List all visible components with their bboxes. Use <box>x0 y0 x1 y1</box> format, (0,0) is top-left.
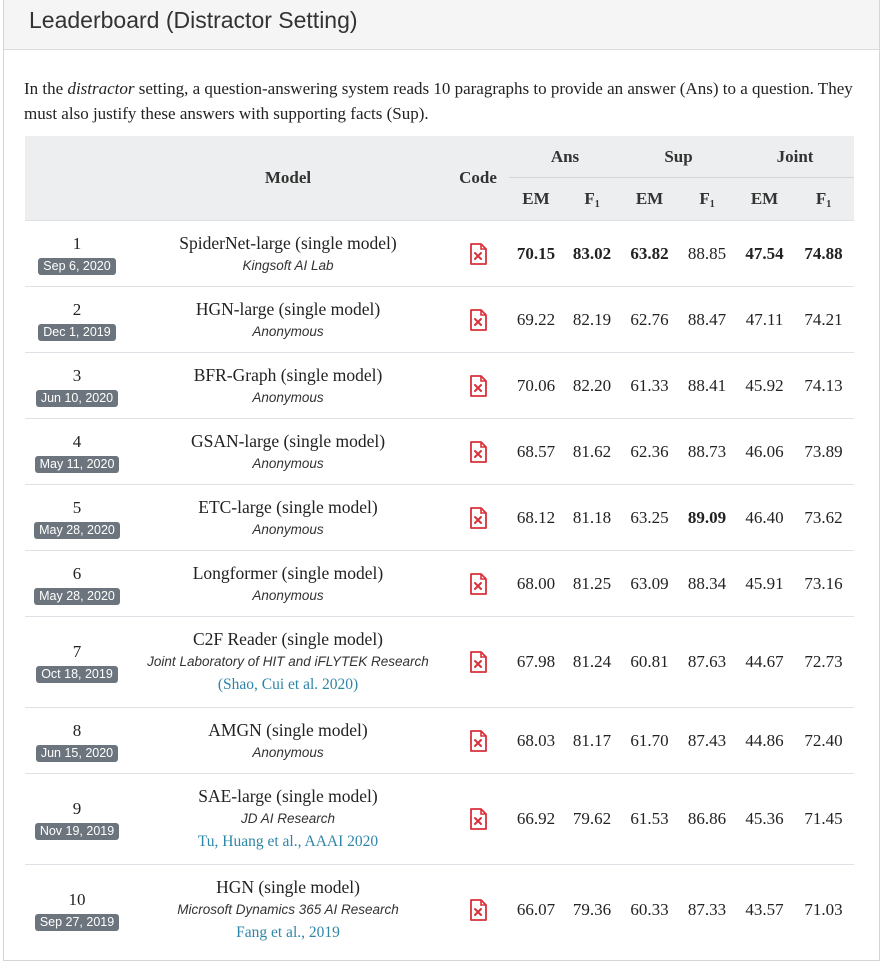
paper-link[interactable]: Tu, Huang et al., AAAI 2020 <box>197 833 379 850</box>
rank-number: 4 <box>72 431 82 451</box>
model-header: Model <box>129 136 447 221</box>
leaderboard-row <box>25 617 854 708</box>
date-badge: May 28, 2020 <box>34 588 120 605</box>
score-cell: 63.09 <box>621 551 678 617</box>
score-cell: 63.25 <box>621 485 678 551</box>
rank-number: 1 <box>72 233 82 253</box>
score-cell: 83.02 <box>563 221 621 287</box>
leaderboard-row <box>25 708 854 774</box>
model-name: HGN (single model) <box>216 877 360 898</box>
ans-em-header: EM <box>509 178 563 221</box>
model-cell <box>129 485 447 551</box>
score-cell: 72.73 <box>793 617 854 708</box>
pdf-file-icon <box>469 243 487 265</box>
score-cell: 82.20 <box>563 353 621 419</box>
date-badge: Oct 18, 2019 <box>36 666 118 683</box>
leaderboard-row <box>25 485 854 551</box>
date-badge: May 28, 2020 <box>34 522 120 539</box>
score-cell: 81.25 <box>563 551 621 617</box>
rank-cell <box>25 551 129 617</box>
model-name: SpiderNet-large (single model) <box>179 232 397 253</box>
score-cell: 44.67 <box>736 617 793 708</box>
score-cell: 81.18 <box>563 485 621 551</box>
f1-label: F <box>699 188 710 208</box>
model-organization: Anonymous <box>252 323 324 339</box>
rank-cell <box>25 617 129 708</box>
code-cell[interactable] <box>447 485 509 551</box>
score-cell: 45.92 <box>736 353 793 419</box>
intro-paragraph <box>24 76 854 126</box>
code-header: Code <box>447 136 509 221</box>
code-cell[interactable] <box>447 617 509 708</box>
table-head <box>25 136 854 221</box>
score-cell: 47.11 <box>736 287 793 353</box>
score-cell: 61.33 <box>621 353 678 419</box>
score-cell: 68.57 <box>509 419 563 485</box>
rank-number: 6 <box>72 563 82 583</box>
sup-f1-header <box>678 178 736 221</box>
code-cell[interactable] <box>447 774 509 865</box>
score-cell: 66.92 <box>509 774 563 865</box>
score-cell: 73.16 <box>793 551 854 617</box>
score-cell: 46.40 <box>736 485 793 551</box>
score-cell: 68.00 <box>509 551 563 617</box>
score-cell: 61.70 <box>621 708 678 774</box>
score-cell: 69.22 <box>509 287 563 353</box>
score-cell: 61.53 <box>621 774 678 865</box>
code-cell[interactable] <box>447 419 509 485</box>
date-badge: Sep 27, 2019 <box>35 914 119 931</box>
model-organization: Anonymous <box>252 389 324 405</box>
date-badge: May 11, 2020 <box>35 456 120 473</box>
rank-cell <box>25 353 129 419</box>
score-cell: 82.19 <box>563 287 621 353</box>
f1-label: F <box>815 188 827 208</box>
rank-number: 7 <box>72 642 82 661</box>
score-cell: 87.43 <box>678 708 736 774</box>
score-cell: 74.21 <box>793 287 854 353</box>
pdf-file-icon <box>469 651 487 673</box>
model-cell <box>129 353 447 419</box>
rank-cell <box>25 287 129 353</box>
rank-number: 3 <box>72 365 82 385</box>
rank-number: 9 <box>72 799 82 818</box>
rank-number: 10 <box>68 890 86 910</box>
score-cell: 43.57 <box>736 865 793 956</box>
model-organization: Anonymous <box>252 744 324 760</box>
score-cell: 81.24 <box>563 617 621 708</box>
score-cell: 46.06 <box>736 419 793 485</box>
f1-subscript: 1 <box>826 198 832 210</box>
score-cell: 67.98 <box>509 617 563 708</box>
code-cell[interactable] <box>447 287 509 353</box>
pdf-file-icon <box>469 573 487 595</box>
intro-text-after: setting, a question-answering system reads 10 paragraphs to provide an answer (Ans) to a question. They must also justify these answers with supporting facts (Sup). <box>24 79 853 123</box>
joint-group-header: Joint <box>736 136 854 178</box>
date-badge: Jun 10, 2020 <box>36 390 118 407</box>
score-cell: 62.36 <box>621 419 678 485</box>
score-cell: 88.47 <box>678 287 736 353</box>
score-cell: 45.91 <box>736 551 793 617</box>
rank-cell <box>25 708 129 774</box>
score-cell: 71.45 <box>793 774 854 865</box>
score-cell: 63.82 <box>621 221 678 287</box>
paper-link[interactable]: (Shao, Cui et al. 2020) <box>217 676 359 693</box>
score-cell: 73.89 <box>793 419 854 485</box>
paper-link[interactable]: Fang et al., 2019 <box>236 924 340 942</box>
model-cell <box>129 865 447 956</box>
rank-header <box>25 136 129 221</box>
sup-group-header: Sup <box>621 136 736 178</box>
intro-emphasis: distractor <box>67 79 135 98</box>
f1-label: F <box>584 188 595 208</box>
model-name: Longformer (single model) <box>192 562 384 583</box>
rank-cell <box>25 485 129 551</box>
model-name: ETC-large (single model) <box>198 496 378 517</box>
score-cell: 88.41 <box>678 353 736 419</box>
pdf-file-icon <box>469 808 487 830</box>
f1-subscript: 1 <box>594 198 600 210</box>
score-cell: 72.40 <box>793 708 854 774</box>
code-cell[interactable] <box>447 353 509 419</box>
model-cell <box>129 221 447 287</box>
code-cell[interactable] <box>447 708 509 774</box>
leaderboard-row <box>25 551 854 617</box>
score-cell: 81.62 <box>563 419 621 485</box>
leaderboard-row <box>25 353 854 419</box>
code-cell[interactable] <box>447 221 509 287</box>
model-cell <box>129 419 447 485</box>
model-name: AMGN (single model) <box>208 719 368 740</box>
joint-f1-header <box>793 178 854 221</box>
table-body <box>25 221 854 956</box>
model-organization: Anonymous <box>252 521 324 537</box>
joint-em-header: EM <box>736 178 793 221</box>
ans-group-header: Ans <box>509 136 621 178</box>
score-cell: 88.85 <box>678 221 736 287</box>
score-cell: 45.36 <box>736 774 793 865</box>
date-badge: Dec 1, 2019 <box>38 324 115 341</box>
model-name: GSAN-large (single model) <box>190 430 386 451</box>
score-cell: 66.07 <box>509 865 563 956</box>
score-cell: 74.88 <box>793 221 854 287</box>
score-cell: 79.62 <box>563 774 621 865</box>
score-cell: 60.33 <box>621 865 678 956</box>
model-organization: JD AI Research <box>240 811 336 826</box>
leaderboard-title: Leaderboard (Distractor Setting) <box>29 7 358 33</box>
sup-em-header: EM <box>621 178 678 221</box>
score-cell: 73.62 <box>793 485 854 551</box>
model-cell <box>129 287 447 353</box>
leaderboard-row <box>25 865 854 956</box>
score-cell: 74.13 <box>793 353 854 419</box>
intro-text-before: In the <box>24 79 68 98</box>
model-organization: Microsoft Dynamics 365 AI Research <box>177 902 399 918</box>
score-cell: 70.06 <box>509 353 563 419</box>
model-name: SAE-large (single model) <box>198 786 378 806</box>
pdf-file-icon <box>469 507 487 529</box>
date-badge: Jun 15, 2020 <box>36 745 118 762</box>
leaderboard-table <box>25 136 854 956</box>
rank-number: 8 <box>72 720 82 740</box>
code-cell[interactable] <box>447 551 509 617</box>
date-badge: Sep 6, 2020 <box>38 258 115 275</box>
leaderboard-row <box>25 774 854 865</box>
score-cell: 89.09 <box>678 485 736 551</box>
score-cell: 70.15 <box>509 221 563 287</box>
score-cell: 44.86 <box>736 708 793 774</box>
rank-cell <box>25 221 129 287</box>
model-cell <box>129 617 447 708</box>
pdf-file-icon <box>469 441 487 463</box>
model-cell <box>129 551 447 617</box>
score-cell: 60.81 <box>621 617 678 708</box>
leaderboard-row <box>25 221 854 287</box>
model-cell <box>129 708 447 774</box>
model-name: C2F Reader (single model) <box>192 629 384 649</box>
score-cell: 87.33 <box>678 865 736 956</box>
score-cell: 62.76 <box>621 287 678 353</box>
leaderboard-row <box>25 287 854 353</box>
pdf-file-icon <box>469 309 487 331</box>
model-name: BFR-Graph (single model) <box>193 364 383 385</box>
pdf-file-icon <box>469 899 487 921</box>
ans-f1-header <box>563 178 621 221</box>
score-cell: 68.03 <box>509 708 563 774</box>
rank-number: 5 <box>72 497 82 517</box>
pdf-file-icon <box>469 375 487 397</box>
leaderboard-row <box>25 419 854 485</box>
score-cell: 81.17 <box>563 708 621 774</box>
rank-cell <box>25 419 129 485</box>
rank-cell <box>25 865 129 956</box>
model-name: HGN-large (single model) <box>195 298 381 319</box>
model-organization: Anonymous <box>252 455 324 471</box>
model-cell <box>129 774 447 865</box>
score-cell: 71.03 <box>793 865 854 956</box>
pdf-file-icon <box>469 730 487 752</box>
date-badge: Nov 19, 2019 <box>35 823 119 840</box>
score-cell: 68.12 <box>509 485 563 551</box>
f1-subscript: 1 <box>709 198 715 210</box>
card-header <box>4 0 879 50</box>
rank-cell <box>25 774 129 865</box>
rank-number: 2 <box>72 299 82 319</box>
score-cell: 47.54 <box>736 221 793 287</box>
score-cell: 87.63 <box>678 617 736 708</box>
model-organization: Joint Laboratory of HIT and iFLYTEK Research <box>147 654 429 669</box>
score-cell: 79.36 <box>563 865 621 956</box>
score-cell: 88.73 <box>678 419 736 485</box>
score-cell: 86.86 <box>678 774 736 865</box>
score-cell: 88.34 <box>678 551 736 617</box>
code-cell[interactable] <box>447 865 509 956</box>
model-organization: Anonymous <box>252 587 324 603</box>
model-organization: Kingsoft AI Lab <box>242 257 334 273</box>
